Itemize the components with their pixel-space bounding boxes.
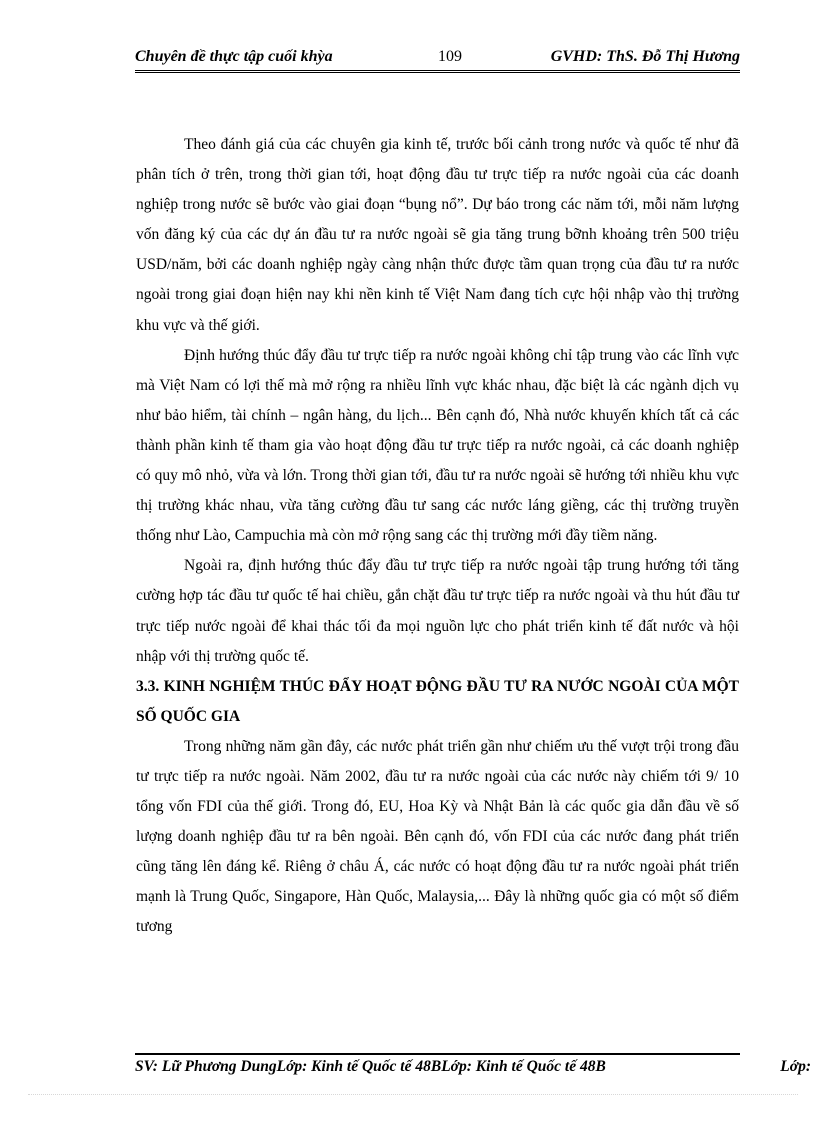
paragraph-forecast: Theo đánh giá của các chuyên gia kinh tế, trước bối cảnh trong nước và quốc tế như đã phân tích ở trên, trong thời gian tới, hoạt động đầu tư trực tiếp ra nước ngoài của các doanh nghiệp trong nước sẽ bước vào giai đoạn “bụng nổ”. Dự báo trong các năm tới, mỗi năm lượng vốn đăng ký của các dự án đầu tư ra nước ngoài sẽ gia tăng trung bỡnh khoảng trên 500 triệu USD/năm, bởi các doanh nghiệp ngày càng nhận thức được tầm quan trọng của đầu tư ra nước ngoài trong giai đoạn hiện nay khi nền kinh tế Việt Nam đang tích cực hội nhập vào thị trường khu vực và thế giới.: [136, 136, 739, 334]
paragraph-orientation: Định hướng thúc đẩy đầu tư trực tiếp ra nước ngoài không chỉ tập trung vào các lĩnh vực mà Việt Nam có lợi thế mà mở rộng ra nhiều lĩnh vực khác nhau, đặc biệt là các ngành dịch vụ như bảo hiểm, tài chính – ngân hàng, du lịch... Bên cạnh đó, Nhà nước khuyến khích tất cả các thành phần kinh tế tham gia vào hoạt động đầu tư trực tiếp ra nước ngoài, cả các doanh nghiệp có quy mô nhỏ, vừa và lớn. Trong thời gian tới, đầu tư ra nước ngoài sẽ hướng tới nhiều khu vực thị trường khác nhau, vừa tăng cường đầu tư sang các nước láng giềng, các thị trường truyền thống như Lào, Campuchia mà còn mở rộng sang các thị trường mới đầy tiềm năng.: [136, 346, 739, 545]
header-supervisor: GVHD: ThS. Đỗ Thị Hương: [550, 48, 740, 65]
header-rule: [135, 70, 740, 75]
document-body: [136, 130, 739, 943]
page-header: [135, 46, 740, 70]
paragraph-experience: Trong những năm gần đây, các nước phát triển gần như chiếm ưu thế vượt trội trong đầu tư trực tiếp ra nước ngoài. Năm 2002, đầu tư ra nước ngoài của các nước này chiếm tới 9/ 10 tổng vốn FDI của thế giới. Trong đó, EU, Hoa Kỳ và Nhật Bản là các quốc gia dẫn đầu về số lượng doanh nghiệp đầu tư ra bên ngoài. Bên cạnh đó, vốn FDI của các nước đang phát triển cũng tăng lên đáng kể. Riêng ở châu Á, các nước có hoạt động đầu tư ra nước ngoài phát triển mạnh là Trung Quốc, Singapore, Hàn Quốc, Malaysia,... Đây là những quốc gia có một số điểm tương: [136, 737, 739, 936]
header-title: Chuyên đề thực tập cuối khỳa: [135, 48, 333, 65]
footer-student: SV: Lữ Phương DungLớp: Kinh tế Quốc tế 48BLớp: Kinh tế Quốc tế 48B: [135, 1058, 606, 1075]
page-break-line: [28, 1094, 798, 1095]
footer-rule: [135, 1053, 740, 1055]
paragraph-cooperation: Ngoài ra, định hướng thúc đẩy đầu tư trực tiếp ra nước ngoài tập trung hướng tới tăng cường hợp tác đầu tư quốc tế hai chiều, gắn chặt đầu tư trực tiếp ra nước ngoài và thu hút đầu tư trực tiếp nước ngoài để khai thác tối đa mọi nguồn lực cho phát triển kinh tế đất nước và hội nhập với thị trường quốc tế.: [136, 557, 739, 665]
page-number: 109: [438, 48, 462, 65]
footer-class: Lớp:: [780, 1058, 811, 1075]
section-heading: 3.3. KINH NGHIỆM THÚC ĐẨY HOẠT ĐỘNG ĐẦU TƯ RA NƯỚC NGOÀI CỦA MỘT SỐ QUỐC GIA: [136, 677, 739, 725]
